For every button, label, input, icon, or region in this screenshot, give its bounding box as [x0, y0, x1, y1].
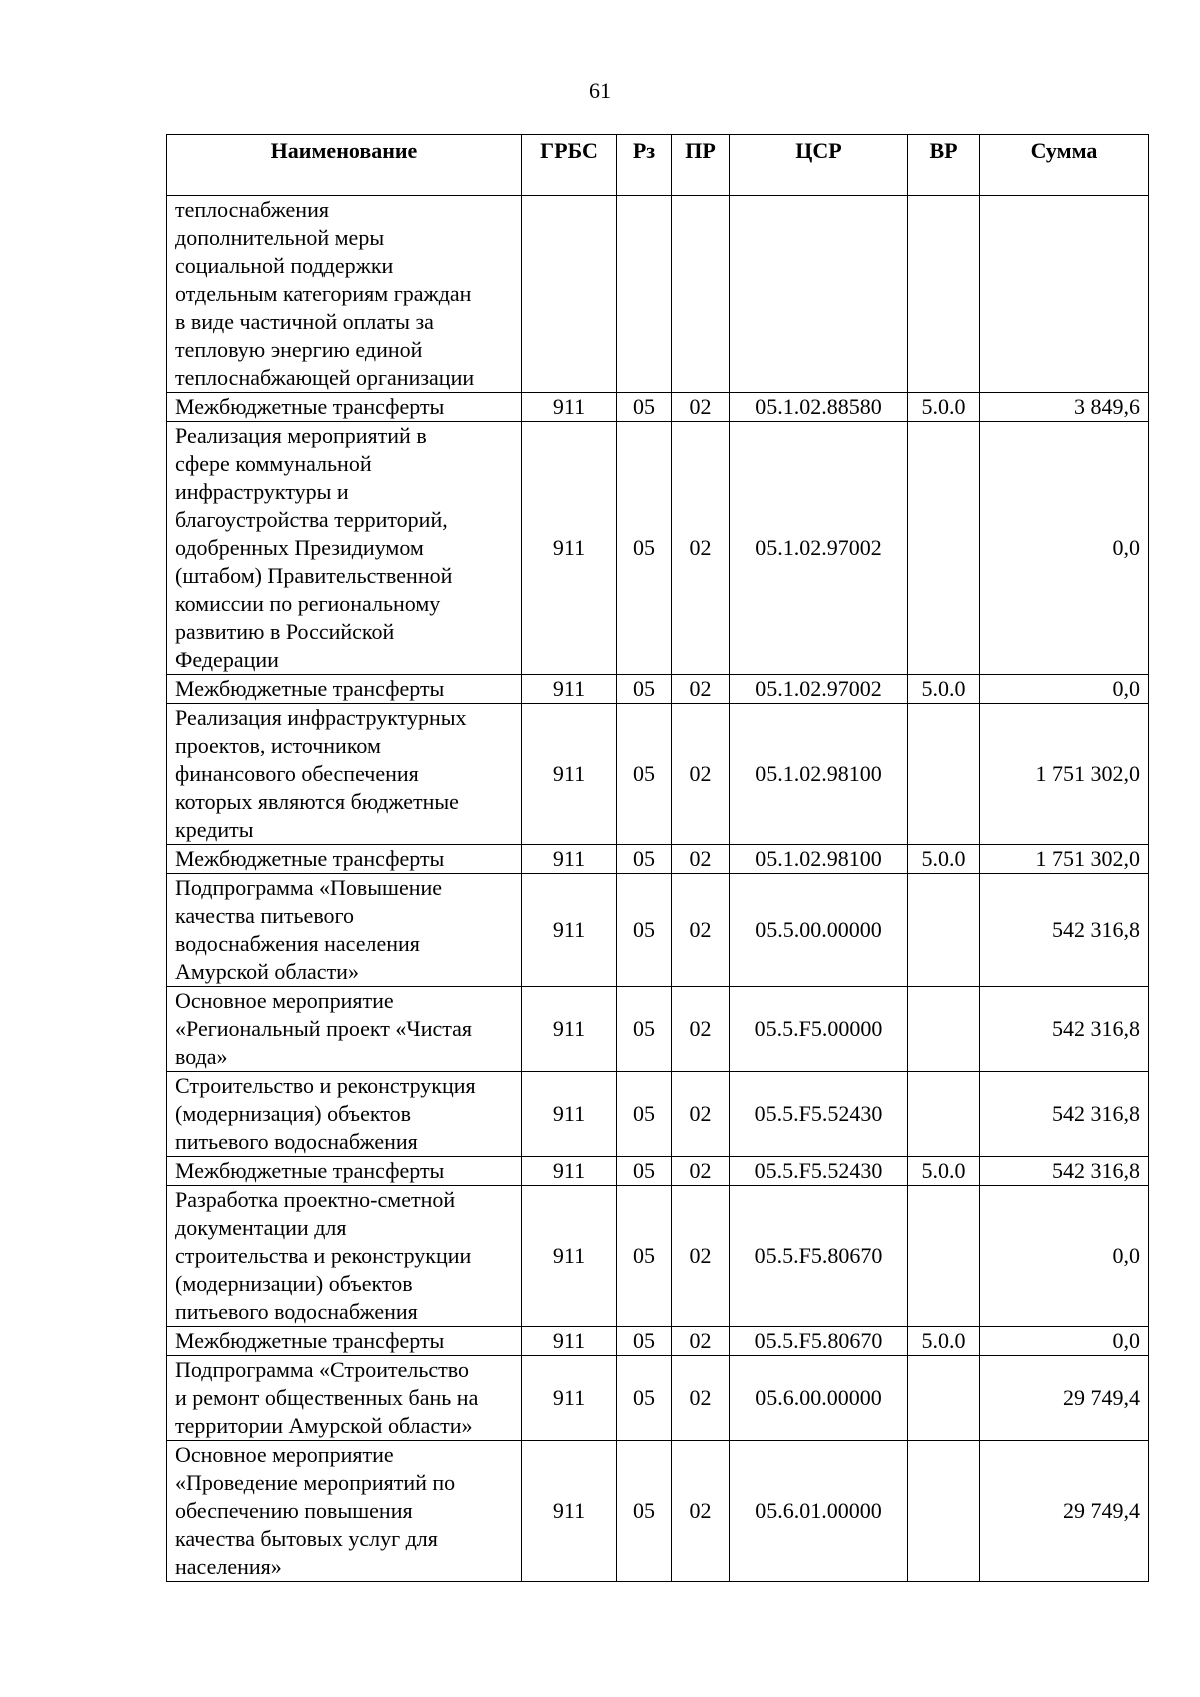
cell-vr	[908, 196, 980, 393]
cell-pr	[672, 196, 730, 393]
cell-vr: 5.0.0	[908, 1157, 980, 1186]
cell-pr: 02	[672, 1186, 730, 1327]
cell-name: Подпрограмма «Повышение качества питьевого водоснабжения населения Амурской области»	[167, 874, 522, 987]
cell-name: Подпрограмма «Строительство и ремонт общественных бань на территории Амурской области»	[167, 1356, 522, 1441]
cell-csr: 05.1.02.88580	[730, 393, 908, 422]
table-row	[167, 1157, 1149, 1186]
cell-name: Реализация инфраструктурных проектов, источником финансового обеспечения которых являются бюджетные кредиты	[167, 704, 522, 845]
cell-sum: 542 316,8	[980, 1072, 1149, 1157]
cell-vr: 5.0.0	[908, 845, 980, 874]
cell-vr	[908, 987, 980, 1072]
cell-name: Основное мероприятие «Региональный проект «Чистая вода»	[167, 987, 522, 1072]
cell-rz: 05	[617, 845, 672, 874]
table-row	[167, 1356, 1149, 1441]
cell-pr: 02	[672, 987, 730, 1072]
cell-pr: 02	[672, 845, 730, 874]
cell-rz	[617, 196, 672, 393]
cell-rz: 05	[617, 393, 672, 422]
cell-rz: 05	[617, 1186, 672, 1327]
cell-sum: 1 751 302,0	[980, 704, 1149, 845]
table-row	[167, 1072, 1149, 1157]
cell-csr: 05.1.02.98100	[730, 845, 908, 874]
cell-csr: 05.5.00.00000	[730, 874, 908, 987]
cell-vr	[908, 874, 980, 987]
cell-sum: 0,0	[980, 422, 1149, 675]
cell-pr: 02	[672, 675, 730, 704]
table-header-row	[167, 135, 1149, 196]
table-row	[167, 393, 1149, 422]
cell-name: Строительство и реконструкция (модернизация) объектов питьевого водоснабжения	[167, 1072, 522, 1157]
cell-vr	[908, 1356, 980, 1441]
cell-vr	[908, 1072, 980, 1157]
header-rz: Рз	[617, 135, 672, 196]
cell-name: Межбюджетные трансферты	[167, 845, 522, 874]
cell-csr: 05.5.F5.52430	[730, 1072, 908, 1157]
cell-grbs: 911	[522, 422, 617, 675]
cell-csr: 05.5.F5.52430	[730, 1157, 908, 1186]
cell-sum: 542 316,8	[980, 874, 1149, 987]
cell-grbs: 911	[522, 675, 617, 704]
cell-vr: 5.0.0	[908, 675, 980, 704]
cell-csr: 05.1.02.98100	[730, 704, 908, 845]
cell-grbs: 911	[522, 1327, 617, 1356]
table-row	[167, 196, 1149, 393]
cell-name: Межбюджетные трансферты	[167, 1327, 522, 1356]
cell-vr	[908, 1441, 980, 1582]
cell-vr	[908, 704, 980, 845]
table-row	[167, 874, 1149, 987]
cell-pr: 02	[672, 1356, 730, 1441]
cell-csr: 05.6.01.00000	[730, 1441, 908, 1582]
cell-pr: 02	[672, 1327, 730, 1356]
cell-csr: 05.1.02.97002	[730, 422, 908, 675]
cell-grbs: 911	[522, 1441, 617, 1582]
cell-grbs: 911	[522, 1356, 617, 1441]
cell-pr: 02	[672, 1157, 730, 1186]
cell-csr: 05.5.F5.80670	[730, 1186, 908, 1327]
cell-rz: 05	[617, 1157, 672, 1186]
cell-rz: 05	[617, 675, 672, 704]
table-row	[167, 1327, 1149, 1356]
cell-rz: 05	[617, 987, 672, 1072]
header-grbs: ГРБС	[522, 135, 617, 196]
budget-table	[166, 134, 1149, 1582]
cell-vr: 5.0.0	[908, 393, 980, 422]
cell-sum: 29 749,4	[980, 1356, 1149, 1441]
cell-grbs: 911	[522, 874, 617, 987]
cell-pr: 02	[672, 422, 730, 675]
cell-csr: 05.5.F5.00000	[730, 987, 908, 1072]
cell-name: Разработка проектно-сметной документации для строительства и реконструкции (модернизации) объектов питьевого водоснабжения	[167, 1186, 522, 1327]
cell-pr: 02	[672, 1441, 730, 1582]
cell-grbs: 911	[522, 845, 617, 874]
table-row	[167, 987, 1149, 1072]
cell-grbs: 911	[522, 1072, 617, 1157]
header-name: Наименование	[167, 135, 522, 196]
cell-vr	[908, 1186, 980, 1327]
cell-grbs: 911	[522, 704, 617, 845]
cell-sum: 542 316,8	[980, 987, 1149, 1072]
table-row	[167, 845, 1149, 874]
cell-grbs: 911	[522, 1186, 617, 1327]
cell-rz: 05	[617, 704, 672, 845]
cell-name: Межбюджетные трансферты	[167, 1157, 522, 1186]
cell-rz: 05	[617, 874, 672, 987]
cell-sum: 1 751 302,0	[980, 845, 1149, 874]
cell-csr: 05.5.F5.80670	[730, 1327, 908, 1356]
table-row	[167, 422, 1149, 675]
cell-pr: 02	[672, 704, 730, 845]
cell-sum: 29 749,4	[980, 1441, 1149, 1582]
cell-name: Основное мероприятие «Проведение мероприятий по обеспечению повышения качества бытовых услуг для населения»	[167, 1441, 522, 1582]
cell-csr: 05.1.02.97002	[730, 675, 908, 704]
header-pr: ПР	[672, 135, 730, 196]
table-row	[167, 1186, 1149, 1327]
table-row	[167, 704, 1149, 845]
header-vr: ВР	[908, 135, 980, 196]
cell-name: Межбюджетные трансферты	[167, 675, 522, 704]
cell-name: Реализация мероприятий в сфере коммунальной инфраструктуры и благоустройства территорий, одобренных Президиумом (штабом) Правительственной комиссии по региональному развитию в Российской Федерации	[167, 422, 522, 675]
cell-sum: 0,0	[980, 1327, 1149, 1356]
cell-vr	[908, 422, 980, 675]
cell-pr: 02	[672, 393, 730, 422]
cell-grbs	[522, 196, 617, 393]
cell-sum: 3 849,6	[980, 393, 1149, 422]
cell-name: Межбюджетные трансферты	[167, 393, 522, 422]
cell-rz: 05	[617, 1356, 672, 1441]
cell-grbs: 911	[522, 393, 617, 422]
cell-pr: 02	[672, 1072, 730, 1157]
cell-name: теплоснабжения дополнительной меры социальной поддержки отдельным категориям граждан в виде частичной оплаты за тепловую энергию единой теплоснабжающей организации	[167, 196, 522, 393]
cell-sum: 542 316,8	[980, 1157, 1149, 1186]
header-sum: Сумма	[980, 135, 1149, 196]
cell-csr	[730, 196, 908, 393]
cell-rz: 05	[617, 422, 672, 675]
cell-grbs: 911	[522, 987, 617, 1072]
cell-sum: 0,0	[980, 1186, 1149, 1327]
cell-sum	[980, 196, 1149, 393]
cell-sum: 0,0	[980, 675, 1149, 704]
table-row	[167, 1441, 1149, 1582]
cell-rz: 05	[617, 1441, 672, 1582]
page-number: 61	[589, 78, 611, 103]
cell-csr: 05.6.00.00000	[730, 1356, 908, 1441]
table-row	[167, 675, 1149, 704]
cell-rz: 05	[617, 1327, 672, 1356]
cell-pr: 02	[672, 874, 730, 987]
cell-grbs: 911	[522, 1157, 617, 1186]
header-csr: ЦСР	[730, 135, 908, 196]
cell-vr: 5.0.0	[908, 1327, 980, 1356]
cell-rz: 05	[617, 1072, 672, 1157]
